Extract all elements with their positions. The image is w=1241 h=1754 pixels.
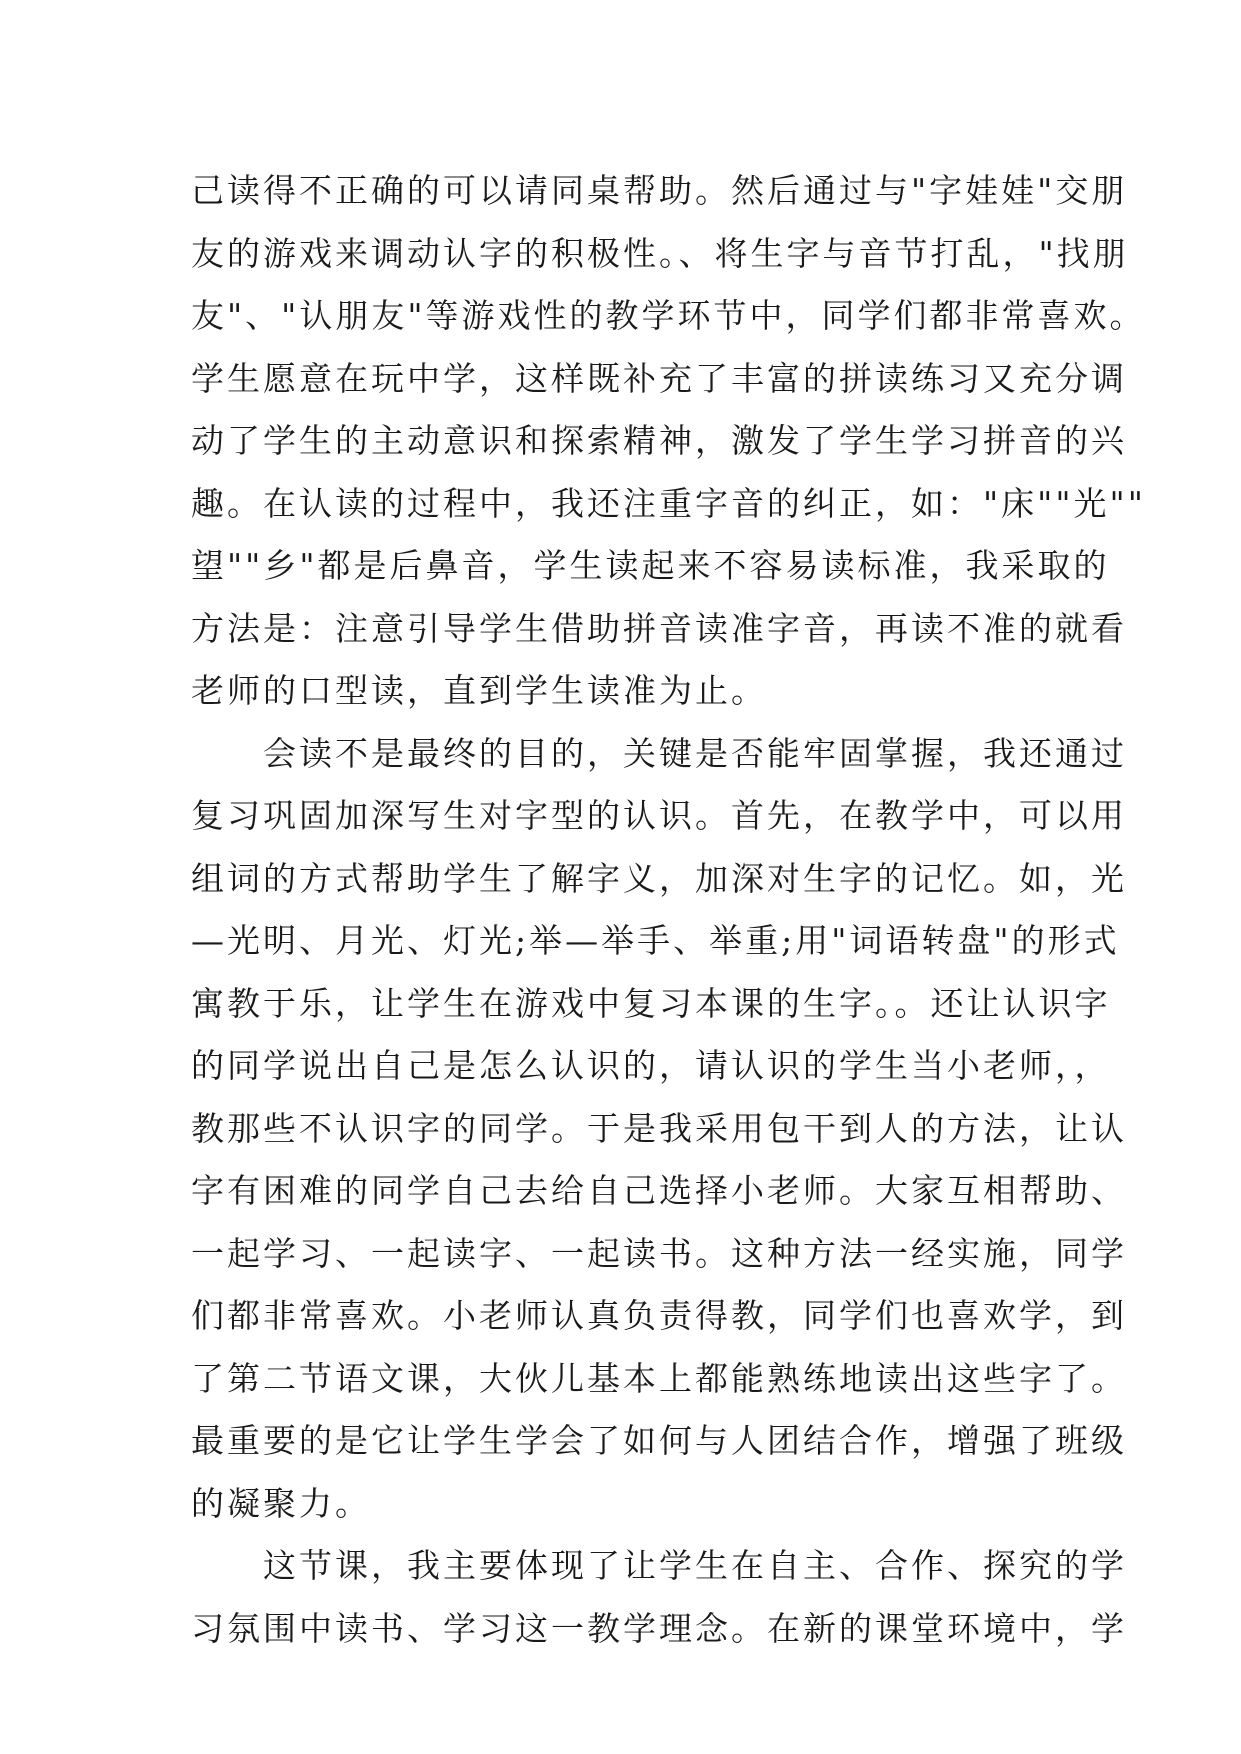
text-line: 友的游戏来调动认字的积极性。、将生字与音节打乱，"找朋 (191, 233, 1129, 273)
body-text (191, 160, 1146, 1660)
text-line: 会读不是最终的目的，关键是否能牢固掌握，我还通过 (191, 733, 1127, 773)
text-line: 教那些不认识字的同学。于是我采用包干到人的方法，让认 (191, 1108, 1127, 1148)
text-line: 学生愿意在玩中学，这样既补充了丰富的拼读练习又充分调 (191, 358, 1127, 398)
text-line: 老师的口型读，直到学生读准为止。 (191, 671, 767, 710)
text-line: 字有困难的同学自己去给自己选择小老师。大家互相帮助、 (191, 1171, 1127, 1210)
text-line: 了第二节语文课，大伙儿基本上都能熟练地读出这些字了。 (191, 1358, 1127, 1398)
text-line: 们都非常喜欢。小老师认真负责得教，同学们也喜欢学，到 (191, 1296, 1127, 1335)
text-line: 寓教于乐，让学生在游戏中复习本课的生字。。还让认识字 (191, 983, 1111, 1023)
text-line: 习氛围中读书、学习这一教学理念。在新的课堂环境中，学 (191, 1608, 1127, 1648)
text-line: 的同学说出自己是怎么认识的，请认识的学生当小老师，， (191, 1046, 1111, 1085)
text-line: 组词的方式帮助学生了解字义，加深对生字的记忆。如，光 (191, 858, 1127, 898)
text-line: 动了学生的主动意识和探索精神，激发了学生学习拼音的兴 (191, 421, 1127, 460)
text-line: 望""乡"都是后鼻音，学生读起来不容易读标准，我采取的 (191, 546, 1110, 585)
text-line: 最重要的是它让学生学会了如何与人团结合作，增强了班级 (191, 1421, 1127, 1460)
text-line: —光明、月光、灯光;举—举手、举重;用"词语转盘"的形式 (191, 921, 1120, 960)
text-line: 的凝聚力。 (191, 1483, 371, 1523)
text-line: 友"、"认朋友"等游戏性的教学环节中，同学们都非常喜欢。 (191, 296, 1146, 335)
text-line: 一起学习、一起读字、一起读书。这种方法一经实施，同学 (191, 1233, 1127, 1273)
text-line: 趣。在认读的过程中，我还注重字音的纠正，如："床""光"" (191, 483, 1146, 523)
text-line: 这节课，我主要体现了让学生在自主、合作、探究的学 (191, 1546, 1127, 1585)
text-line: 方法是：注意引导学生借助拼音读准字音，再读不准的就看 (191, 608, 1127, 648)
text-line: 己读得不正确的可以请同桌帮助。然后通过与"字娃娃"交朋 (191, 171, 1128, 210)
text-line: 复习巩固加深写生对字型的认识。首先，在教学中，可以用 (191, 796, 1127, 835)
